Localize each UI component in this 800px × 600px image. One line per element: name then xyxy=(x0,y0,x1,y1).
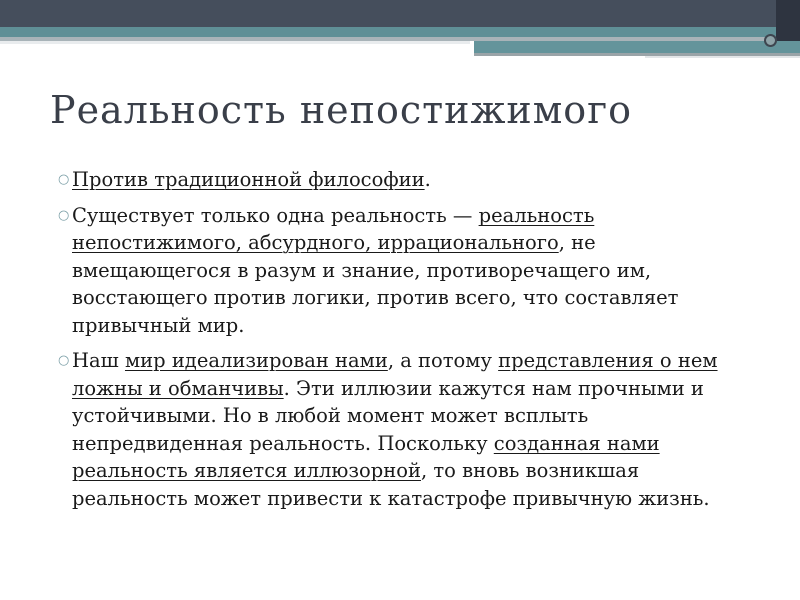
bullet-item xyxy=(56,166,756,194)
bullet-item xyxy=(56,347,756,512)
bullet-text-underlined: Против традиционной философии xyxy=(72,168,425,191)
header-corner-strip xyxy=(776,0,800,41)
bullet-text-underlined: созданная нами реальность является иллюзорной xyxy=(72,431,660,482)
bullet-text: Существует только одна реальность — xyxy=(72,203,479,227)
bullet-text: Наш xyxy=(72,349,125,372)
bullet-icon: ○ xyxy=(58,207,70,223)
header-band-teal xyxy=(0,27,800,37)
bullet-text: , то вновь возникшая реальность может привести к катастрофе привычную жизнь. xyxy=(72,459,710,510)
slide-title: Реальность непостижимого xyxy=(50,88,632,132)
bullet-icon: ○ xyxy=(58,172,70,187)
bullet-text-underlined: мир идеализирован нами xyxy=(124,349,388,372)
header-band-light xyxy=(0,41,470,44)
bullet-list xyxy=(56,166,756,520)
header-band-teal-right xyxy=(474,41,800,53)
bullet-text-underlined: представления о нем ложны и обманчивы xyxy=(72,349,718,400)
bullet-text: . Эти иллюзии кажутся нам прочными и устойчивыми. Но в любой момент может всплыть непредвиденная реальность. Поскольку xyxy=(72,376,704,455)
bullet-item xyxy=(56,202,756,340)
bullet-text: . xyxy=(424,168,431,191)
header-band-light-right xyxy=(645,56,800,58)
bullet-icon: ○ xyxy=(58,353,70,368)
bullet-text: , не вмещающегося в разум и знание, противоречащего им, восстающего против логики, против всего, что составляет привычный мир. xyxy=(72,231,679,337)
header-band-dark xyxy=(0,0,800,27)
ring-ornament-icon xyxy=(764,34,777,47)
bullet-text: , а потому xyxy=(387,349,499,372)
bullet-text-underlined: реальность непостижимого, абсурдного, иррационального xyxy=(72,203,595,254)
